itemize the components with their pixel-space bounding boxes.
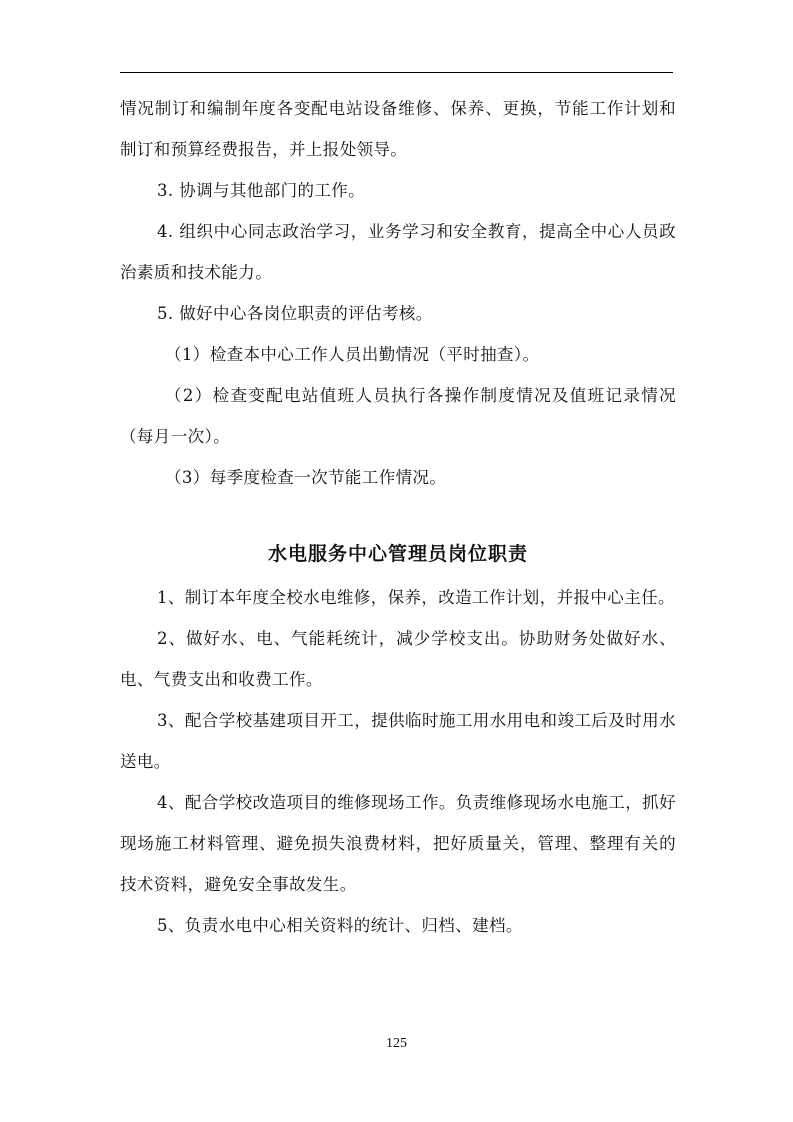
subitem-1: （1）检查本中心工作人员出勤情况（平时抽查）。 <box>165 345 540 364</box>
duty-item-1: 1、制订本年度全校水电维修，保养，改造工作计划，并报中心主任。 <box>157 588 675 607</box>
item-4: 4. 组织中心同志政治学习，业务学习和安全教育，提高全中心人员政治素质和技术能力。 <box>120 222 676 282</box>
duty-item-4: 4、配合学校改造项目的维修现场工作。负责维修现场水电施工，抓好现场施工材料管理、避免损失浪费材料，把好质量关，管理、整理有关的技术资料，避免安全事故发生。 <box>120 793 676 894</box>
item-3: 3. 协调与其他部门的工作。 <box>157 181 366 200</box>
item-5: 5. 做好中心各岗位职责的评估考核。 <box>157 304 433 323</box>
header-rule <box>120 72 673 73</box>
paragraph-continued: 情况制订和编制年度各变配电站设备维修、保养、更换，节能工作计划和制订和预算经费报告，并上报处领导。 <box>120 99 676 159</box>
duty-item-5: 5、负责水电中心相关资料的统计、归档、建档。 <box>157 916 523 935</box>
section-title: 水电服务中心管理员岗位职责 <box>267 543 528 565</box>
page-number: 125 <box>386 1036 407 1051</box>
subitem-3: （3）每季度检查一次节能工作情况。 <box>165 468 447 487</box>
duty-item-3: 3、配合学校基建项目开工，提供临时施工用水用电和竣工后及时用水送电。 <box>120 711 676 771</box>
document-body <box>120 88 676 946</box>
duty-item-2: 2、做好水、电、气能耗统计，减少学校支出。协助财务处做好水、电、气费支出和收费工作。 <box>120 629 676 689</box>
subitem-2: （2）检查变配电站值班人员执行各操作制度情况及值班记录情况（每月一次）。 <box>120 386 676 446</box>
